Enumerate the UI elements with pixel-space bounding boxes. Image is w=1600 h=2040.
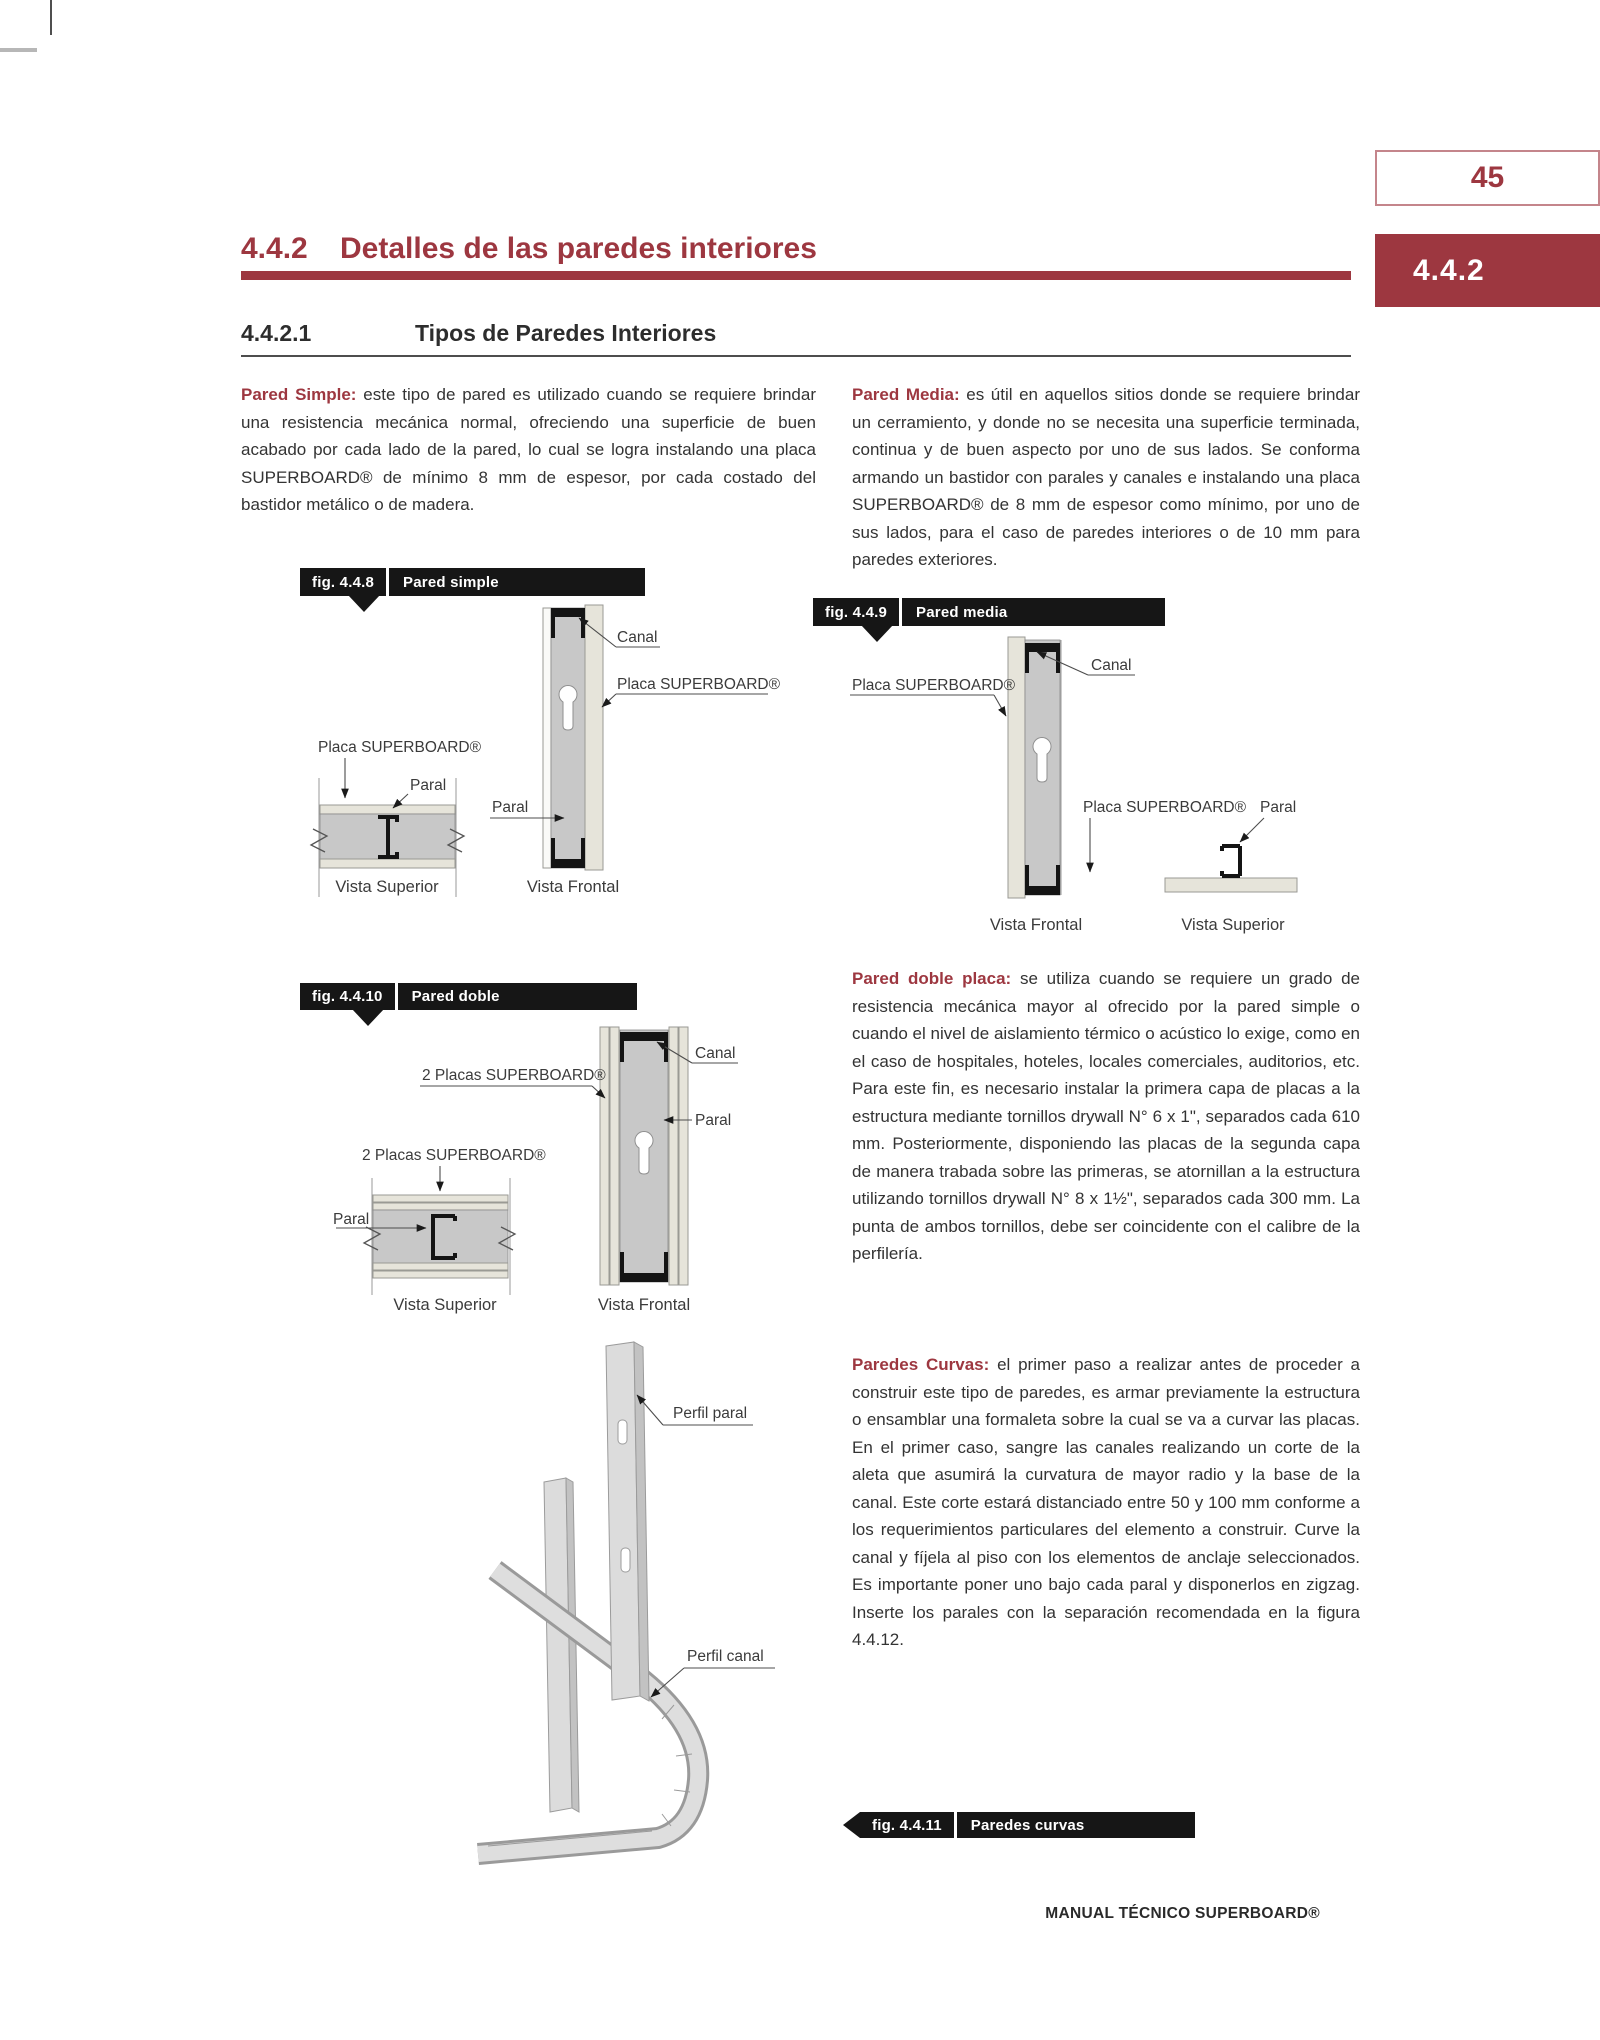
placa-strip: [320, 859, 455, 868]
label-paral: Paral: [695, 1112, 732, 1129]
short-stud: [544, 1478, 579, 1812]
fig9-top-view: [1083, 799, 1297, 934]
crop-mark-vertical: [50, 0, 52, 35]
label-canal: Canal: [617, 629, 658, 646]
stud-slot: [621, 1548, 630, 1572]
fig-4-4-10-label: fig. 4.4.10: [300, 983, 395, 1010]
fig-4-4-10-bar: [300, 983, 637, 1010]
label-2-placas: 2 Placas SUPERBOARD®: [422, 1067, 606, 1084]
label-paral: Paral: [333, 1211, 370, 1228]
caption-vista-frontal: Vista Frontal: [526, 878, 620, 896]
paragraph-pared-doble: [852, 965, 1360, 1268]
subsection-rule: [241, 355, 1351, 357]
fig-4-4-10-diagram: [320, 1020, 800, 1320]
subsection-number: 4.4.2.1: [241, 320, 312, 346]
paragraph-pared-simple: [241, 381, 816, 519]
section-rule: [241, 271, 1351, 280]
fig-4-4-8-title: Pared simple: [389, 568, 645, 596]
label-canal: Canal: [695, 1045, 736, 1062]
fig-4-4-11-title: Paredes curvas: [957, 1812, 1195, 1838]
label-perfil-paral: Perfil paral: [673, 1405, 748, 1422]
paragraph-body: es útil en aquellos sitios donde se requiere brindar un cerramiento, y donde no se necesita una superficie terminada, continua y de buen aspecto por uno de sus lados. Se conforma armando un bastidor con parales y canales e instalando una placa SUPERBOARD® de 8 mm de espesor como mínimo, por uno de sus lados, para el caso de paredes interiores o de 10 mm para paredes exteriores.: [852, 385, 1361, 569]
paragraph-lead: Pared Simple:: [241, 385, 357, 404]
subsection-heading: [241, 320, 1351, 347]
label-perfil-canal: Perfil canal: [687, 1648, 764, 1665]
tall-stud: [606, 1342, 649, 1701]
fig8-top-view: [311, 739, 482, 897]
crop-mark-horizontal: [0, 48, 37, 52]
paragraph-paredes-curvas: [852, 1351, 1360, 1654]
placa-strip: [320, 805, 455, 814]
caption-vista-superior: Vista Superior: [335, 878, 439, 896]
fig-4-4-8-bar: [300, 568, 645, 596]
fig9-front-view: [850, 637, 1135, 934]
label-canal: Canal: [1091, 657, 1132, 674]
label-placa: Placa SUPERBOARD®: [318, 739, 482, 756]
fig-4-4-8-diagram: [280, 600, 780, 910]
paragraph-lead: Pared doble placa:: [852, 969, 1012, 988]
subsection-title: Tipos de Paredes Interiores: [415, 320, 717, 346]
caption-vista-superior: Vista Superior: [1181, 916, 1285, 934]
fig-4-4-9-bar: [813, 598, 1165, 626]
paragraph-lead: Pared Media:: [852, 385, 960, 404]
section-heading: [241, 232, 1351, 266]
fig-4-4-9-title: Pared media: [902, 598, 1165, 626]
page-number: 45: [1470, 161, 1505, 194]
page-number-box: [1375, 150, 1600, 206]
wall-core: [551, 608, 585, 868]
label-paral: Paral: [492, 799, 529, 816]
fig-4-4-11-arrow-icon: [843, 1812, 860, 1838]
section-tab-label: 4.4.2: [1413, 253, 1485, 287]
stud-slot: [618, 1420, 627, 1444]
paragraph-body: se utiliza cuando se requiere un grado de resistencia mecánica mayor al ofrecido por la pared simple o cuando el nivel de aislamiento térmico o acústico lo exige, como en el caso de hospitales, hoteles, locales comerciales, auditorios, etc. Para este fin, es necesario instalar la primera capa de placas a la estructura mediante tornillos drywall N° 6 x 1", separados cada 610 mm. Posteriormente, disponiendo las placas de la segunda capa de manera trabada sobre las primeras, se atornillan a la estructura utilizando tornillos drywall N° 8 x 1½", separados cada 300 mm. La punta de ambos tornillos, debe ser coincidente con el calibre de la perfilería.: [852, 969, 1360, 1263]
caption-vista-frontal: Vista Frontal: [597, 1296, 691, 1314]
fig-4-4-11-label: fig. 4.4.11: [860, 1812, 954, 1838]
section-number: 4.4.2: [241, 232, 308, 265]
paragraph-pared-media: [852, 381, 1360, 574]
paral-stud: [1222, 846, 1240, 876]
paragraph-lead: Paredes Curvas:: [852, 1355, 990, 1374]
fig-4-4-8-label: fig. 4.4.8: [300, 568, 386, 596]
label-placa: Placa SUPERBOARD®: [852, 677, 1016, 694]
paragraph-body: el primer paso a realizar antes de proceder a construir este tipo de paredes, es armar previamente la estructura o ensamblar una formaleta sobre la cual se va a curvar las placas. En el primer caso, sangre las canales realizando un corte de la aleta que asumirá la curvatura de mayor radio y la base de la canal. Este corte estará distanciado entre 50 y 100 mm conforme a los requerimientos particulares del elemento a construir. Curve la canal y fíjela al piso con los elementos de anclaje seleccionados. Es importante poner uno bajo cada paral y disponerlos en zigzag. Inserte los parales con la separación recomendada en la figura 4.4.12.: [852, 1355, 1360, 1649]
fig-4-4-10-title: Pared doble: [398, 983, 637, 1010]
curved-canal: [478, 1570, 698, 1854]
fig-4-4-11-bar: [843, 1812, 1195, 1838]
fig-4-4-9-label: fig. 4.4.9: [813, 598, 899, 626]
fig10-top-view: [333, 1147, 546, 1314]
label-paral: Paral: [1260, 799, 1297, 816]
placa-strip: [585, 605, 603, 870]
fig-4-4-9-diagram: [840, 630, 1320, 940]
section-tab: [1375, 234, 1600, 307]
placa-strip: [1165, 878, 1297, 892]
caption-vista-superior: Vista Superior: [393, 1296, 497, 1314]
fig8-front-view: [490, 605, 781, 896]
paragraph-body: este tipo de pared es utilizado cuando se requiere brindar una resistencia mecánica normal, ofreciendo una superficie de buen acabado por cada lado de la pared, lo cual se logra instalando una placa SUPERBOARD® de mínimo 8 mm de espesor, por cada costado del bastidor metálico o de madera.: [241, 385, 816, 514]
caption-vista-frontal: Vista Frontal: [989, 916, 1083, 934]
fig-4-4-11-diagram: [440, 1330, 840, 1890]
label-paral: Paral: [410, 777, 447, 794]
section-title: Detalles de las paredes interiores: [340, 232, 817, 265]
footer-text: MANUAL TÉCNICO SUPERBOARD®: [1045, 1905, 1320, 1922]
label-placa: Placa SUPERBOARD®: [1083, 799, 1247, 816]
label-2-placas: 2 Placas SUPERBOARD®: [362, 1147, 546, 1164]
label-placa: Placa SUPERBOARD®: [617, 676, 781, 693]
